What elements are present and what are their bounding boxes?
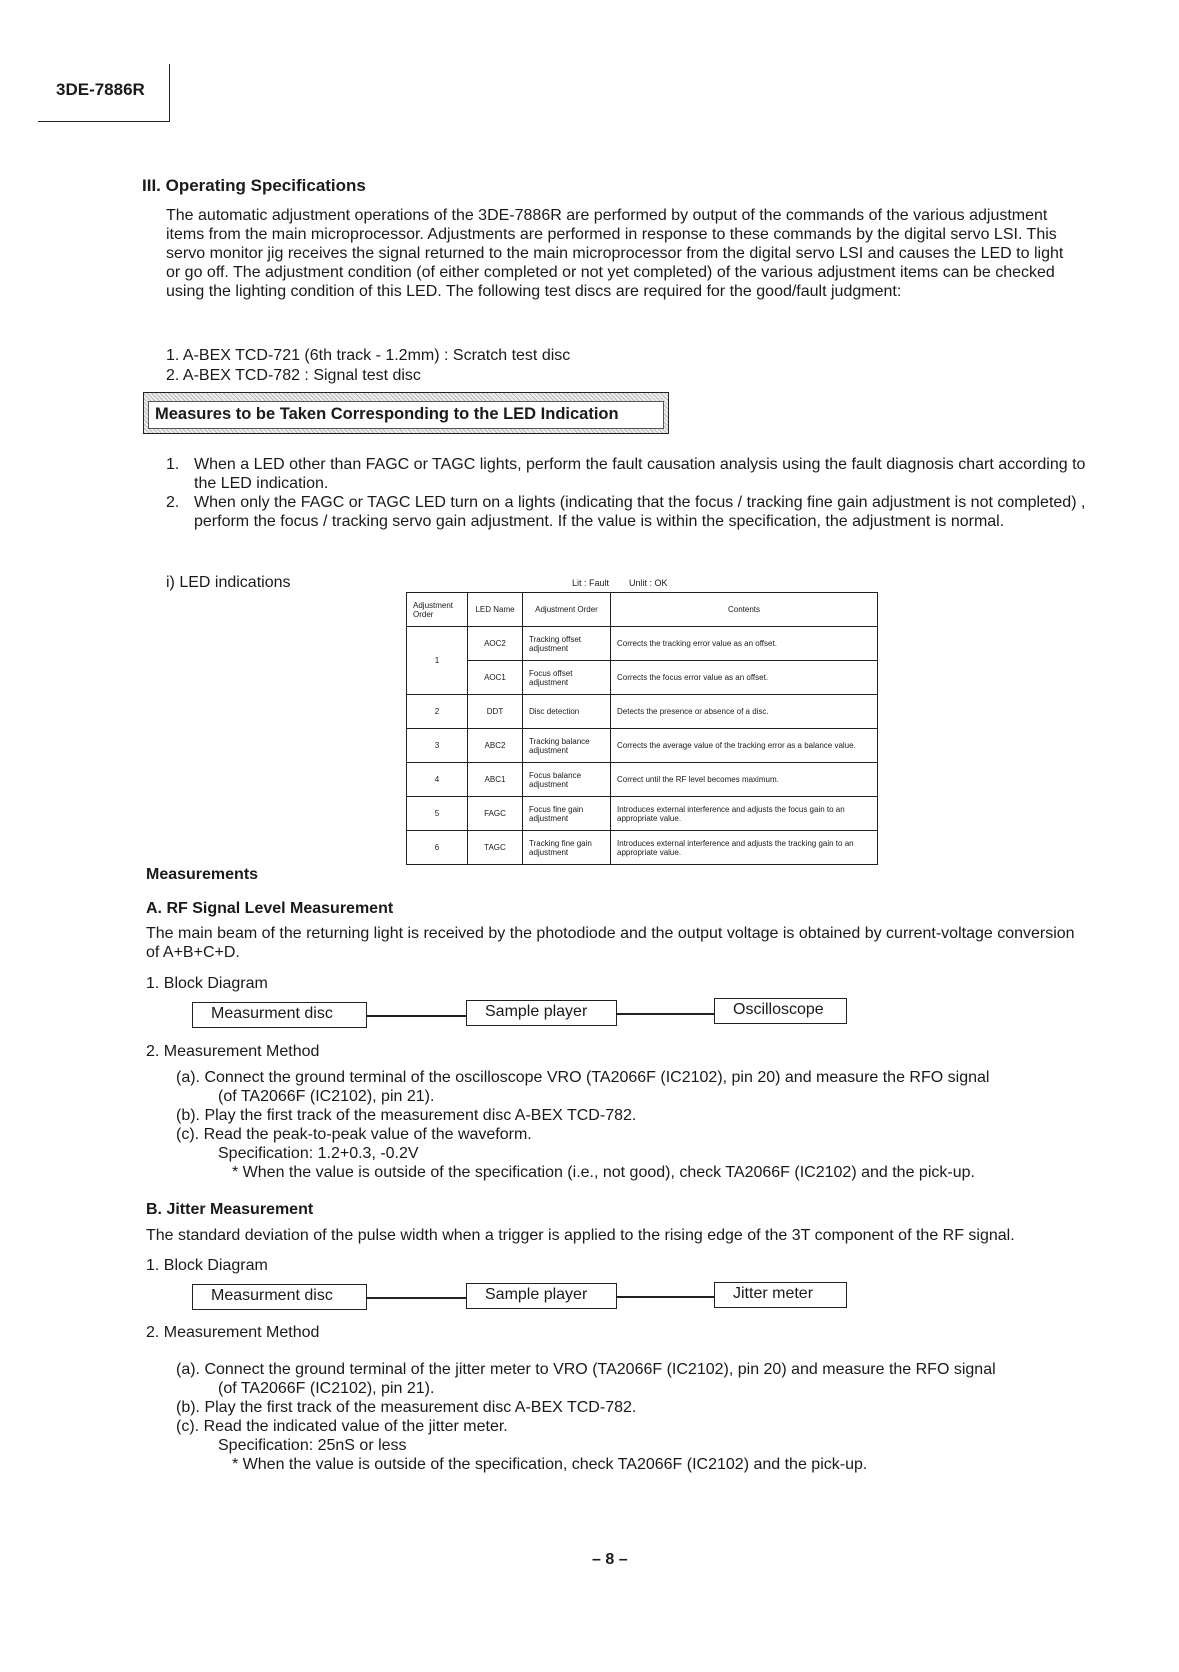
list-number: 1. (166, 456, 180, 473)
table-row (407, 797, 878, 831)
header-cell: Adjustment Order (407, 593, 468, 627)
list-item: 1. A-BEX TCD-721 (6th track - 1.2mm) : Scratch test disc (166, 347, 571, 364)
model-number: 3DE-7886R (56, 80, 145, 99)
order-cell: 3 (407, 729, 468, 763)
contents-cell: Corrects the focus error value as an offset. (611, 661, 878, 695)
adj-cell: Focus fine gain adjustment (523, 797, 611, 831)
list-item: 2. A-BEX TCD-782 : Signal test disc (166, 367, 421, 384)
list-number: 2. (166, 494, 180, 511)
adj-cell: Tracking offset adjustment (523, 627, 611, 661)
led-cell: ABC1 (468, 763, 523, 797)
step-a-cont: (of TA2066F (IC2102), pin 21). (218, 1380, 435, 1397)
page-number: – 8 – (592, 1551, 628, 1568)
led-cell: TAGC (468, 831, 523, 865)
intro-text: The automatic adjustment operations of the 3DE-7886R are performed by output of the commands of the various adjustment items from the main microprocessor. Adjustments are performed in response to these commands by the digital servo LSI. This servo monitor jig receives the signal returned to the main microprocessor from the digital servo LSI and causes the LED to light or go off. The adjustment condition (of either completed or not yet completed) of the various adjustment items can be checked using the lighting condition of this LED. (166, 207, 1064, 300)
step-tag: (a). (176, 1069, 200, 1086)
step-text: Connect the ground terminal of the oscilloscope VRO (TA2066F (IC2102), pin 20) and measure the RFO signal (204, 1069, 990, 1086)
rf-block-label: 1. Block Diagram (146, 975, 268, 992)
led-indication-table (406, 592, 878, 865)
step-a (176, 1360, 1106, 1379)
table-header-row (407, 593, 878, 627)
table-row (407, 831, 878, 865)
step-tag: (a). (176, 1361, 200, 1378)
led-legend (572, 578, 668, 588)
jitter-measurement-title: B. Jitter Measurement (146, 1201, 314, 1218)
contents-cell: Correct until the RF level becomes maximum. (611, 763, 878, 797)
step-c (176, 1417, 1106, 1436)
intro-text-2: The following test discs are required for the good/fault judgment: (445, 283, 902, 300)
list-item (166, 455, 1096, 493)
header-cell: LED Name (468, 593, 523, 627)
step-tag: (c). (176, 1126, 200, 1143)
step-tag: (c). (176, 1418, 200, 1435)
step-text: Play the first track of the measurement disc A-BEX TCD-782. (204, 1399, 637, 1416)
section-title: III. Operating Specifications (142, 176, 366, 195)
order-cell: 5 (407, 797, 468, 831)
table-row (407, 729, 878, 763)
table-row (407, 763, 878, 797)
header-cell: Contents (611, 593, 878, 627)
order-cell: 6 (407, 831, 468, 865)
rf-note: * When the value is outside of the specification (i.e., not good), check TA2066F (IC2102) and the pick-up. (232, 1164, 975, 1181)
step-text: Read the indicated value of the jitter meter. (203, 1418, 508, 1435)
contents-cell: Introduces external interference and adjusts the tracking gain to an appropriate value. (611, 831, 878, 865)
step-tag: (b). (176, 1399, 200, 1416)
contents-cell: Detects the presence or absence of a disc. (611, 695, 878, 729)
step-a-cont: (of TA2066F (IC2102), pin 21). (218, 1088, 435, 1105)
step-b (176, 1398, 1106, 1417)
connector-line (367, 1015, 466, 1017)
led-cell: FAGC (468, 797, 523, 831)
connector-line (617, 1013, 714, 1015)
jitter-method-label: 2. Measurement Method (146, 1324, 320, 1341)
step-text: Read the peak-to-peak value of the waveform. (203, 1126, 532, 1143)
header-divider-vertical (169, 64, 170, 122)
block-sample-player: Sample player (466, 1000, 617, 1026)
adj-cell: Tracking balance adjustment (523, 729, 611, 763)
step-a (176, 1068, 1076, 1087)
jitter-block-label: 1. Block Diagram (146, 1257, 268, 1274)
step-tag: (b). (176, 1107, 200, 1124)
adj-cell: Focus offset adjustment (523, 661, 611, 695)
rf-spec: Specification: 1.2+0.3, -0.2V (218, 1145, 419, 1162)
header-divider-horizontal (38, 121, 170, 122)
block-oscilloscope: Oscilloscope (714, 998, 847, 1024)
rf-measurement-title: A. RF Signal Level Measurement (146, 900, 394, 917)
jitter-description: The standard deviation of the pulse width when a trigger is applied to the rising edge of the 3T component of the RF signal. (146, 1227, 1015, 1244)
rf-description: The main beam of the returning light is received by the photodiode and the output voltage is obtained by current-voltage conversion of A+B+C+D. (146, 925, 1075, 961)
step-c (176, 1125, 1076, 1144)
block-measurement-disc: Measurment disc (192, 1284, 367, 1310)
adj-cell: Focus balance adjustment (523, 763, 611, 797)
connector-line (367, 1297, 466, 1299)
measures-list (166, 455, 1096, 531)
step-text: Play the first track of the measurement disc A-BEX TCD-782. (204, 1107, 637, 1124)
block-jitter-meter: Jitter meter (714, 1282, 847, 1308)
connector-line (617, 1296, 714, 1298)
contents-cell: Corrects the average value of the tracking error as a balance value. (611, 729, 878, 763)
order-cell: 2 (407, 695, 468, 729)
led-measures-banner (143, 392, 669, 434)
led-cell: DDT (468, 695, 523, 729)
legend-lit: Lit : Fault (572, 578, 610, 588)
banner-title: Measures to be Taken Corresponding to the LED Indication (155, 405, 619, 423)
rf-method-label: 2. Measurement Method (146, 1043, 320, 1060)
led-indications-label: i) LED indications (166, 574, 291, 591)
order-cell: 1 (407, 627, 468, 695)
led-cell: AOC1 (468, 661, 523, 695)
list-text: When a LED other than FAGC or TAGC lights, perform the fault causation analysis using the fault diagnosis chart according to the LED indication. (194, 456, 1086, 492)
contents-cell: Corrects the tracking error value as an offset. (611, 627, 878, 661)
measurements-heading: Measurements (146, 866, 259, 883)
step-b (176, 1106, 1076, 1125)
jitter-spec: Specification: 25nS or less (218, 1437, 407, 1454)
step-text: Connect the ground terminal of the jitter meter to VRO (TA2066F (IC2102), pin 20) and measure the RFO signal (204, 1361, 996, 1378)
block-measurement-disc: Measurment disc (192, 1002, 367, 1028)
list-text: When only the FAGC or TAGC LED turn on a lights (indicating that the focus / tracking fine gain adjustment is not completed) , perform the focus / tracking servo gain adjustment. If the value is within the specification, the adjustment is normal. (194, 494, 1086, 530)
led-cell: ABC2 (468, 729, 523, 763)
intro-paragraph (166, 206, 1066, 301)
order-cell: 4 (407, 763, 468, 797)
adj-cell: Disc detection (523, 695, 611, 729)
table-row (407, 695, 878, 729)
legend-unlit: Unlit : OK (629, 578, 668, 588)
jitter-steps (176, 1360, 1106, 1474)
table-row (407, 661, 878, 695)
test-disc-list (166, 346, 570, 386)
table-row (407, 627, 878, 661)
contents-cell: Introduces external interference and adjusts the focus gain to an appropriate value. (611, 797, 878, 831)
jitter-note: * When the value is outside of the specification, check TA2066F (IC2102) and the pick-up. (232, 1456, 868, 1473)
block-sample-player: Sample player (466, 1283, 617, 1309)
led-cell: AOC2 (468, 627, 523, 661)
rf-steps (176, 1068, 1076, 1182)
header-cell: Adjustment Order (523, 593, 611, 627)
adj-cell: Tracking fine gain adjustment (523, 831, 611, 865)
list-item (166, 493, 1096, 531)
